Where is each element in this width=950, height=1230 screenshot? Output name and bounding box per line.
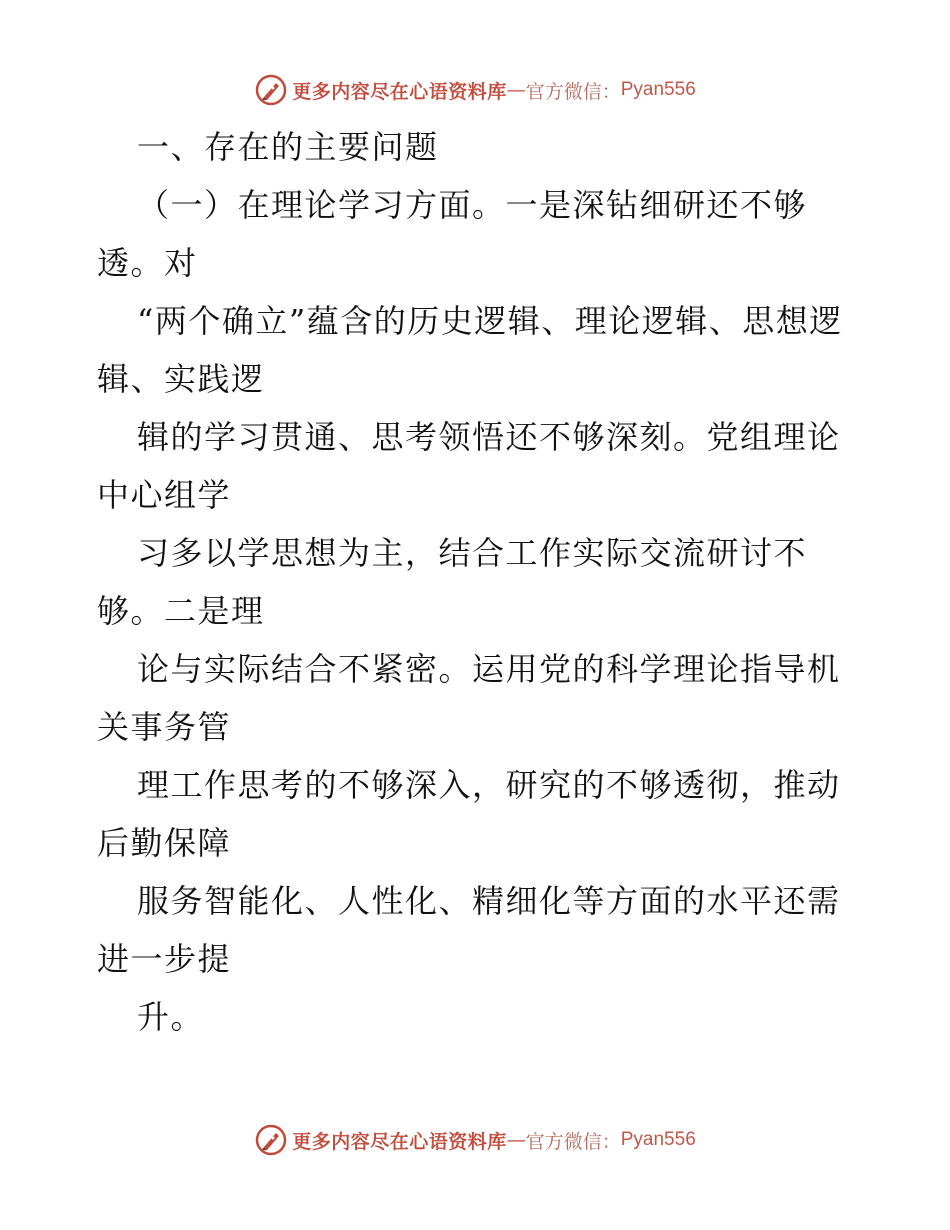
pen-nib-icon	[254, 73, 288, 107]
footer-wechat-id: Pyan556	[620, 1129, 696, 1150]
footer-dash: —	[506, 1129, 526, 1151]
paragraph-two-establishments	[97, 292, 857, 408]
line-1: （一）在理论学习方面。一是深钻细研还不够透。对	[97, 186, 808, 282]
header-banner	[0, 70, 950, 110]
heading-main-issues: 一、存在的主要问题	[137, 128, 439, 166]
line-3: 辑的学习贯通、思考领悟还不够深刻。党组理论中心组学	[97, 418, 841, 514]
paragraph-management-work	[97, 756, 857, 872]
line-6: 理工作思考的不够深入，研究的不够透彻，推动后勤保障	[97, 766, 841, 862]
paragraph-logic-study	[97, 408, 857, 524]
footer-banner	[0, 1120, 950, 1160]
paragraph-improve	[97, 988, 857, 1046]
line-5: 论与实际结合不紧密。运用党的科学理论指导机关事务管	[97, 650, 841, 746]
paragraph-theory-practice	[97, 640, 857, 756]
footer-official-text: 官方微信：	[525, 1130, 621, 1153]
footer-brand-text: 更多内容尽在心语资料库	[292, 1130, 507, 1153]
paragraph-service-level	[97, 872, 857, 988]
banner-dash: —	[506, 79, 526, 101]
paragraph-study-exchange	[97, 524, 857, 640]
paragraph-theory-study	[97, 176, 857, 292]
banner-brand-text: 更多内容尽在心语资料库	[292, 80, 507, 103]
line-2: “两个确立”蕴含的历史逻辑、理论逻辑、思想逻辑、实践逻	[97, 302, 843, 398]
pen-nib-icon	[254, 1123, 288, 1157]
line-7: 服务智能化、人性化、精细化等方面的水平还需进一步提	[97, 882, 841, 978]
document-body	[97, 118, 857, 1046]
banner-wechat-id: Pyan556	[620, 79, 696, 100]
banner-official-text: 官方微信：	[525, 80, 621, 103]
line-8: 升。	[137, 998, 205, 1036]
line-4: 习多以学思想为主，结合工作实际交流研讨不够。二是理	[97, 534, 808, 630]
